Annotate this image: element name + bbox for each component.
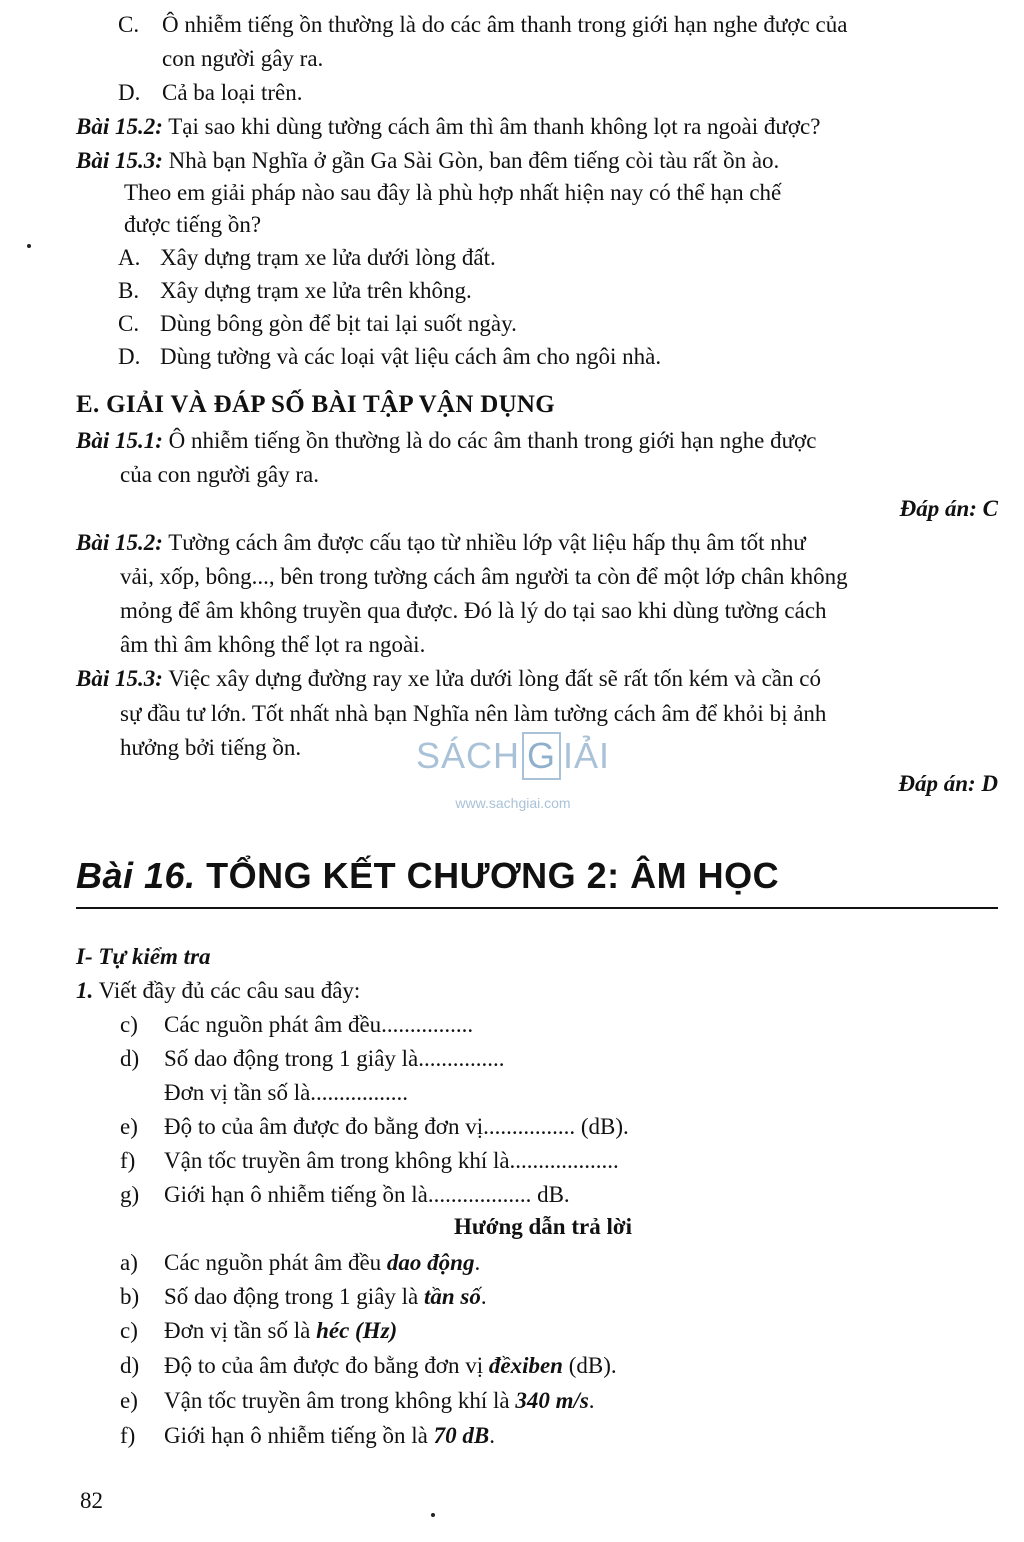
fill-item [120,1042,505,1076]
fill-item [120,1076,408,1110]
question-text: Viết đầy đủ các câu sau đây: [98,978,361,1003]
question-15-2 [76,110,820,144]
title-divider [76,907,998,909]
answer-item [120,1314,397,1348]
exercise-label: Bài 15.3: [76,666,163,691]
watermark-part: IẢI [563,735,611,776]
fill-item [120,1144,619,1178]
exercise-label: Bài 15.1: [76,428,163,453]
lesson-title-prefix: Bài 16. [76,855,196,896]
answer-pre: Vận tốc truyền âm trong không khí là [164,1388,516,1413]
answer-post: . [480,1284,487,1309]
page-number: 82 [80,1488,103,1513]
option-c-item [118,8,847,42]
item-text: Vận tốc truyền âm trong không khí là................... [164,1148,619,1173]
scan-speck [27,244,31,248]
item-key: g) [120,1182,140,1207]
fill-item [120,1008,473,1042]
item-key: c) [120,1012,138,1037]
option-item [118,307,517,341]
answer-pre: Độ to của âm được đo bằng đơn vị [164,1353,489,1378]
option-key: D. [118,344,141,369]
answer-emphasis: tần số [424,1284,481,1309]
item-key: c) [120,1318,138,1343]
answer-post: . [474,1250,481,1275]
guide-heading: Hướng dẫn trả lời [454,1214,632,1239]
answer-post: (dB). [562,1353,617,1378]
answer-post: . [489,1423,495,1448]
section-e-heading: E. GIẢI VÀ ĐÁP SỐ BÀI TẬP VẬN DỤNG [76,391,556,418]
answer-15-2 [76,526,806,560]
item-key: d) [120,1046,140,1071]
option-key: D. [118,80,141,105]
answer-emphasis: dao động [386,1250,475,1275]
option-key: C. [118,12,140,37]
option-key: A. [118,245,141,270]
watermark-logo [410,732,616,812]
option-text-line: Cả ba loại trên. [162,80,303,105]
item-key: f) [120,1148,136,1173]
option-text: Dùng tường và các loại vật liệu cách âm cho ngôi nhà. [160,344,662,369]
item-text: Số dao động trong 1 giây là............... [164,1046,505,1071]
fill-item [120,1110,629,1144]
answer-emphasis: 70 dB [433,1423,490,1448]
option-text-line: Ô nhiễm tiếng ồn thường là do các âm thanh trong giới hạn nghe được của [162,12,848,37]
item-key: b) [120,1284,140,1309]
answer-text-line: sự đầu tư lớn. Tốt nhất nhà bạn Nghĩa nên làm tường cách âm để khỏi bị ảnh [120,701,827,726]
question-1 [76,974,360,1008]
question-number: 1. [76,978,94,1003]
item-key: e) [120,1388,138,1413]
subsection-heading: I- Tự kiểm tra [76,944,211,969]
answer-item [120,1419,495,1453]
exercise-label: Bài 15.3: [76,148,163,173]
option-item [118,274,472,308]
question-text-line: Theo em giải pháp nào sau đây là phù hợp nhất hiện nay có thể hạn chế [124,180,782,205]
option-text: Xây dựng trạm xe lửa dưới lòng đất. [160,245,496,270]
item-text: Các nguồn phát âm đều................ [164,1012,474,1037]
answer-text-line: hưởng bởi tiếng ồn. [120,735,302,760]
answer-post: . [588,1388,595,1413]
answer-pre: Các nguồn phát âm đều [164,1250,387,1275]
answer-text-line: Ô nhiễm tiếng ồn thường là do các âm thanh trong giới hạn nghe được [168,428,817,453]
exercise-label: Bài 15.2: [76,530,163,555]
answer-pre: Giới hạn ô nhiễm tiếng ồn là [164,1423,434,1448]
answer-text-line: vải, xốp, bông..., bên trong tường cách âm người ta còn để một lớp chân không [120,564,848,589]
item-text: Đơn vị tần số là................. [164,1080,409,1105]
item-text: Giới hạn ô nhiễm tiếng ồn là.................. dB. [164,1182,570,1207]
fill-item [120,1178,570,1212]
answer-emphasis: đềxiben [488,1353,563,1378]
answer-text-line: của con người gây ra. [120,462,319,487]
answer-15-3 [76,662,821,696]
answer-item [120,1384,595,1418]
question-text-line: được tiếng ồn? [124,212,262,237]
watermark-part: G [522,732,561,780]
lesson-title-text: TỔNG KẾT CHƯƠNG 2: ÂM HỌC [206,855,780,896]
answer-emphasis: héc (Hz) [316,1318,398,1343]
watermark-url: www.sachgiai.com [455,795,571,811]
item-key: a) [120,1250,138,1275]
option-key: B. [118,278,140,303]
option-item [118,241,496,275]
item-key: e) [120,1114,138,1139]
lesson-16-title [76,852,779,900]
option-text-line: con người gây ra. [162,46,324,71]
answer-item [120,1349,617,1383]
option-text: Dùng bông gòn để bịt tai lại suốt ngày. [160,311,517,336]
option-item [118,340,661,374]
answer-key: Đáp án: D [898,771,998,796]
answer-text-line: mỏng để âm không truyền qua được. Đó là lý do tại sao khi dùng tường cách [120,598,827,623]
item-text: Độ to của âm được đo bằng đơn vị................ (dB). [164,1114,629,1139]
watermark-text [410,732,616,780]
option-key: C. [118,311,140,336]
question-text-line: Nhà bạn Nghĩa ở gần Ga Sài Gòn, ban đêm tiếng còi tàu rất ồn ào. [168,148,780,173]
answer-pre: Số dao động trong 1 giây là [164,1284,424,1309]
question-15-3 [76,144,779,178]
option-d-item [118,76,303,110]
exercise-label: Bài 15.2: [76,114,163,139]
question-text: Tại sao khi dùng tường cách âm thì âm thanh không lọt ra ngoài được? [168,114,821,139]
answer-pre: Đơn vị tần số là [164,1318,317,1343]
scan-speck [431,1513,435,1517]
answer-emphasis: 340 m/s [515,1388,589,1413]
answer-15-1 [76,424,816,458]
watermark-part: SÁCH [415,735,520,776]
answer-text-line: âm thì âm không thể lọt ra ngoài. [120,632,426,657]
answer-text-line: Việc xây dựng đường ray xe lửa dưới lòng đất sẽ rất tốn kém và cần có [168,666,821,691]
item-key: f) [120,1423,136,1448]
answer-text-line: Tường cách âm được cấu tạo từ nhiều lớp vật liệu hấp thụ âm tốt như [168,530,806,555]
answer-key: Đáp án: C [899,496,998,521]
option-text: Xây dựng trạm xe lửa trên không. [160,278,472,303]
answer-item [120,1246,480,1280]
item-key: d) [120,1353,140,1378]
answer-item [120,1280,487,1314]
